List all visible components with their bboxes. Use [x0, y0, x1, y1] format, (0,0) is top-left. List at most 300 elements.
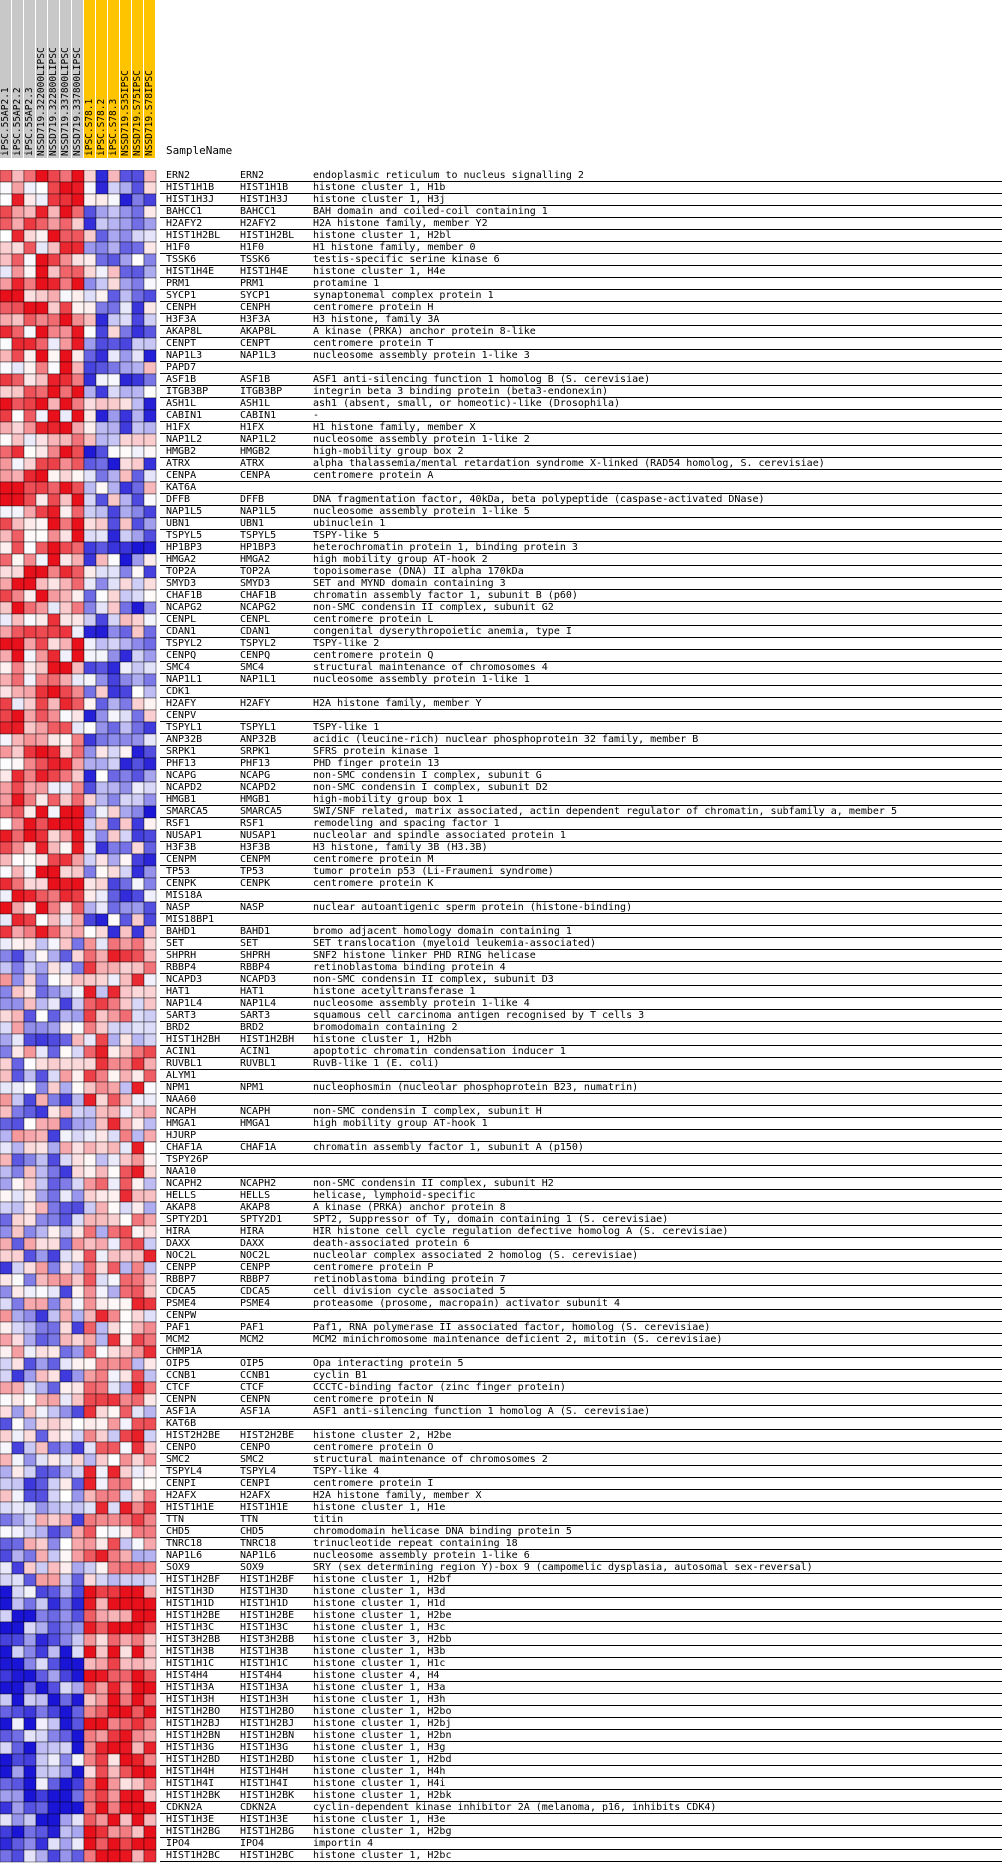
heatmap-cell [36, 458, 48, 470]
table-row [160, 1262, 1002, 1274]
heatmap-cell [60, 338, 72, 350]
heatmap-cell [132, 1274, 144, 1286]
heatmap-cell [48, 494, 60, 506]
heatmap-cell [144, 1814, 156, 1826]
heatmap-cell [120, 1730, 132, 1742]
heatmap-cell [12, 1622, 24, 1634]
gene-id: NCAPH2 [166, 1178, 203, 1189]
heatmap-cell [84, 1670, 96, 1682]
gene-description: histone cluster 1, H2be [313, 1610, 452, 1621]
heatmap-cell [36, 1598, 48, 1610]
heatmap-cell [132, 1526, 144, 1538]
heatmap-cell [36, 1394, 48, 1406]
heatmap-cell [108, 266, 120, 278]
gene-id: UBN1 [166, 518, 191, 529]
gene-symbol: HIST2H2BE [240, 1430, 295, 1441]
heatmap-cell [132, 998, 144, 1010]
gene-description: cell division cycle associated 5 [313, 1286, 506, 1297]
heatmap-cell [60, 1034, 72, 1046]
heatmap-cell [48, 350, 60, 362]
heatmap-cell [0, 1118, 12, 1130]
heatmap-cell [48, 1298, 60, 1310]
heatmap-cell [84, 1802, 96, 1814]
heatmap-cell [12, 698, 24, 710]
heatmap-cell [12, 590, 24, 602]
heatmap-cell [84, 770, 96, 782]
heatmap-cell [96, 1502, 108, 1514]
heatmap-cell [132, 194, 144, 206]
heatmap-cell [72, 890, 84, 902]
heatmap-cell [24, 1382, 36, 1394]
heatmap-cell [24, 170, 36, 182]
heatmap-cell [84, 674, 96, 686]
heatmap-cell [24, 710, 36, 722]
heatmap-cell [0, 1214, 12, 1226]
gene-id: RBBP4 [166, 962, 197, 973]
heatmap-cell [84, 1682, 96, 1694]
gene-id: MIS18BP1 [166, 914, 215, 925]
heatmap-cell [12, 1070, 24, 1082]
heatmap-cell [24, 1298, 36, 1310]
gene-description: histone cluster 1, H2bd [313, 1754, 452, 1765]
heatmap-cell [84, 494, 96, 506]
heatmap-cell [72, 1430, 84, 1442]
gene-description: centromere protein M [313, 854, 434, 865]
heatmap-cell [120, 374, 132, 386]
heatmap-cell [108, 1502, 120, 1514]
heatmap-cell [36, 1682, 48, 1694]
table-row [160, 1646, 1002, 1658]
gene-id: HMGA2 [166, 554, 197, 565]
heatmap-cell [144, 386, 156, 398]
gene-description: SET and MYND domain containing 3 [313, 578, 506, 589]
table-row [160, 434, 1002, 446]
heatmap-cell [72, 1238, 84, 1250]
heatmap-cell [24, 818, 36, 830]
heatmap-cell [132, 290, 144, 302]
heatmap-cell [144, 290, 156, 302]
heatmap-cell [48, 590, 60, 602]
heatmap-cell [72, 1850, 84, 1862]
heatmap-cell [12, 1838, 24, 1850]
heatmap-cell [96, 422, 108, 434]
heatmap-cell [144, 590, 156, 602]
heatmap-cell [84, 1466, 96, 1478]
gene-symbol: NAP1L3 [240, 350, 277, 361]
heatmap-cell [48, 482, 60, 494]
heatmap-cell [96, 254, 108, 266]
heatmap-cell [84, 338, 96, 350]
heatmap-cell [84, 1706, 96, 1718]
gene-description: histone cluster 1, H1d [313, 1598, 446, 1609]
table-row [160, 1190, 1002, 1202]
heatmap-cell [0, 530, 12, 542]
heatmap-cell [0, 1694, 12, 1706]
heatmap-cell [132, 446, 144, 458]
heatmap-cell [60, 326, 72, 338]
table-row [160, 242, 1002, 254]
heatmap-cell [144, 398, 156, 410]
gene-description: BAH domain and coiled-coil containing 1 [313, 206, 548, 217]
heatmap-cell [144, 1190, 156, 1202]
heatmap-cell [96, 302, 108, 314]
heatmap-cell [48, 1682, 60, 1694]
heatmap-cell [96, 1250, 108, 1262]
heatmap-cell [12, 1814, 24, 1826]
heatmap-cell [60, 242, 72, 254]
heatmap-cell [84, 458, 96, 470]
heatmap-cell [0, 386, 12, 398]
heatmap-cell [36, 506, 48, 518]
heatmap-cell [72, 1214, 84, 1226]
heatmap-cell [0, 1622, 12, 1634]
gene-id: SRPK1 [166, 746, 197, 757]
table-row [160, 1490, 1002, 1502]
heatmap-cell [144, 1106, 156, 1118]
heatmap-cell [48, 914, 60, 926]
heatmap-cell [132, 1718, 144, 1730]
table-row [160, 518, 1002, 530]
heatmap-cell [120, 1766, 132, 1778]
heatmap-cell [60, 1298, 72, 1310]
table-row [160, 1658, 1002, 1670]
heatmap-cell [48, 1670, 60, 1682]
heatmap-cell [144, 1286, 156, 1298]
heatmap-cell [144, 230, 156, 242]
heatmap-cell [84, 350, 96, 362]
gene-symbol: AKAP8 [240, 1202, 271, 1213]
table-row [160, 818, 1002, 830]
heatmap-cell [24, 1346, 36, 1358]
gene-id: HIST1H2BE [166, 1610, 221, 1621]
heatmap-cell [60, 1106, 72, 1118]
heatmap-cell [132, 1406, 144, 1418]
heatmap-cell [48, 1358, 60, 1370]
gene-symbol: NCAPG2 [240, 602, 277, 613]
heatmap-cell [24, 794, 36, 806]
heatmap-cell [84, 1226, 96, 1238]
gene-id: SMC2 [166, 1454, 191, 1465]
heatmap-cell [60, 758, 72, 770]
heatmap-cell [84, 1298, 96, 1310]
heatmap-cell [60, 962, 72, 974]
heatmap-cell [108, 1526, 120, 1538]
heatmap-cell [144, 434, 156, 446]
heatmap-cell [36, 470, 48, 482]
heatmap-cell [120, 1214, 132, 1226]
table-row [160, 674, 1002, 686]
heatmap-cell [12, 326, 24, 338]
heatmap-cell [72, 1358, 84, 1370]
table-row [160, 782, 1002, 794]
heatmap-cell [24, 1250, 36, 1262]
heatmap-cell [144, 1094, 156, 1106]
table-row [160, 1358, 1002, 1370]
heatmap-cell [0, 1574, 12, 1586]
heatmap-cell [96, 590, 108, 602]
heatmap-cell [36, 1526, 48, 1538]
heatmap-cell [108, 1442, 120, 1454]
heatmap-cell [144, 1370, 156, 1382]
heatmap-cell [36, 1406, 48, 1418]
gene-description: non-SMC condensin II complex, subunit H2 [313, 1178, 554, 1189]
heatmap-cell [24, 1838, 36, 1850]
heatmap-cell [96, 1706, 108, 1718]
heatmap-cell [120, 1418, 132, 1430]
heatmap-cell [120, 194, 132, 206]
heatmap-cell [84, 1274, 96, 1286]
heatmap-cell [60, 374, 72, 386]
heatmap-cell [0, 818, 12, 830]
gene-description: histone cluster 1, H2bh [313, 1034, 452, 1045]
heatmap-cell [144, 218, 156, 230]
heatmap-cell [48, 1190, 60, 1202]
heatmap-cell [12, 1454, 24, 1466]
heatmap-cell [48, 1646, 60, 1658]
heatmap-cell [144, 206, 156, 218]
heatmap-cell [24, 1826, 36, 1838]
gene-description: death-associated protein 6 [313, 1238, 470, 1249]
heatmap-cell [108, 926, 120, 938]
heatmap-cell [132, 470, 144, 482]
heatmap-cell [72, 1778, 84, 1790]
heatmap-cell [36, 194, 48, 206]
gene-id: HIST1H4I [166, 1778, 215, 1789]
heatmap-cell [144, 902, 156, 914]
heatmap-cell [48, 1202, 60, 1214]
heatmap-cell [48, 1046, 60, 1058]
heatmap-cell [36, 398, 48, 410]
heatmap-cell [144, 770, 156, 782]
heatmap-cell [132, 1706, 144, 1718]
heatmap-cell [48, 374, 60, 386]
heatmap-cell [132, 1130, 144, 1142]
heatmap-cell [24, 1706, 36, 1718]
gene-description: chromatin assembly factor 1, subunit B (p60) [313, 590, 578, 601]
table-row [160, 1046, 1002, 1058]
table-row [160, 1382, 1002, 1394]
gene-id: TSPYL4 [166, 1466, 203, 1477]
heatmap-cell [144, 1850, 156, 1862]
heatmap-cell [60, 1250, 72, 1262]
heatmap-cell [132, 1790, 144, 1802]
heatmap-cell [48, 1034, 60, 1046]
table-row [160, 974, 1002, 986]
heatmap-cell [132, 1154, 144, 1166]
heatmap-cell [24, 182, 36, 194]
heatmap-cell [132, 698, 144, 710]
heatmap-cell [144, 1838, 156, 1850]
heatmap-cell [36, 1094, 48, 1106]
heatmap-cell [132, 230, 144, 242]
heatmap-cell [108, 962, 120, 974]
heatmap-cell [84, 962, 96, 974]
sample-label: NSSD719.S75IPSC [132, 70, 143, 156]
gene-description: non-SMC condensin II complex, subunit G2 [313, 602, 554, 613]
heatmap-cell [36, 1646, 48, 1658]
gene-id: SPTY2D1 [166, 1214, 209, 1225]
heatmap-cell [120, 266, 132, 278]
heatmap-cell [84, 386, 96, 398]
heatmap-cell [36, 866, 48, 878]
gene-id: KAT6B [166, 1418, 197, 1429]
heatmap-cell [120, 1178, 132, 1190]
heatmap-cell [24, 890, 36, 902]
heatmap-cell [84, 1598, 96, 1610]
heatmap-cell [48, 794, 60, 806]
heatmap-cell [0, 338, 12, 350]
heatmap-cell [48, 734, 60, 746]
heatmap-cell [60, 638, 72, 650]
heatmap-cell [48, 950, 60, 962]
heatmap-cell [12, 998, 24, 1010]
heatmap-cell [72, 194, 84, 206]
table-row [160, 1802, 1002, 1814]
heatmap-cell [60, 602, 72, 614]
heatmap-cell [72, 1154, 84, 1166]
heatmap-cell [144, 806, 156, 818]
heatmap-cell [24, 1166, 36, 1178]
gene-description: centromere protein I [313, 1478, 434, 1489]
heatmap-cell [132, 578, 144, 590]
heatmap-cell [108, 1070, 120, 1082]
heatmap-cell [12, 806, 24, 818]
heatmap-cell [132, 1442, 144, 1454]
heatmap-cell [120, 362, 132, 374]
gene-description: SPT2, Suppressor of Ty, domain containing 1 (S. cerevisiae) [313, 1214, 669, 1225]
gene-id: CENPA [166, 470, 197, 481]
heatmap-cell [60, 818, 72, 830]
heatmap-cell [12, 1406, 24, 1418]
table-row [160, 1370, 1002, 1382]
heatmap-cell [12, 1478, 24, 1490]
heatmap-cell [60, 1766, 72, 1778]
heatmap-cell [0, 1742, 12, 1754]
gene-id: CTCF [166, 1382, 191, 1393]
heatmap-cell [84, 854, 96, 866]
heatmap-cell [132, 1142, 144, 1154]
heatmap-cell [12, 1574, 24, 1586]
heatmap-cell [96, 1430, 108, 1442]
heatmap-cell [108, 1814, 120, 1826]
heatmap-cell [84, 1454, 96, 1466]
heatmap-cell [120, 1646, 132, 1658]
heatmap-cell [96, 1754, 108, 1766]
gene-id: ASH1L [166, 398, 197, 409]
table-row [160, 902, 1002, 914]
heatmap-cell [12, 710, 24, 722]
gene-symbol: CCNB1 [240, 1370, 271, 1381]
heatmap-cell [48, 206, 60, 218]
heatmap-cell [96, 1586, 108, 1598]
heatmap-cell [12, 1706, 24, 1718]
heatmap-cell [24, 578, 36, 590]
heatmap-cell [120, 554, 132, 566]
heatmap-cell [24, 1442, 36, 1454]
gene-description: - [313, 410, 320, 421]
heatmap-cell [120, 1778, 132, 1790]
heatmap-cell [0, 194, 12, 206]
heatmap-cell [132, 1022, 144, 1034]
heatmap-cell [60, 938, 72, 950]
table-row [160, 1454, 1002, 1466]
heatmap-cell [84, 662, 96, 674]
heatmap-cell [12, 338, 24, 350]
heatmap-cell [72, 1538, 84, 1550]
gene-description: histone cluster 1, H3h [313, 1694, 446, 1705]
heatmap-cell [48, 1082, 60, 1094]
sample-label: iPSC.55AP2.2 [12, 87, 23, 156]
gene-description: titin [313, 1514, 344, 1525]
heatmap-cell [60, 974, 72, 986]
heatmap-cell [12, 386, 24, 398]
heatmap-cell [96, 1838, 108, 1850]
gene-id: CDKN2A [166, 1802, 203, 1813]
gene-id: NCAPG [166, 770, 197, 781]
heatmap-cell [96, 1022, 108, 1034]
heatmap-cell [24, 1214, 36, 1226]
heatmap-cell [132, 770, 144, 782]
heatmap-cell [72, 1682, 84, 1694]
heatmap-cell [144, 1034, 156, 1046]
gene-symbol: HIST1H2BF [240, 1574, 295, 1585]
heatmap-cell [0, 1610, 12, 1622]
heatmap-cell [24, 302, 36, 314]
heatmap-cell [36, 446, 48, 458]
heatmap-cell [48, 1418, 60, 1430]
sample-label: NSSD719.337800LIPSC [72, 47, 83, 156]
heatmap-cell [24, 830, 36, 842]
gene-description: histone cluster 1, H2bf [313, 1574, 452, 1585]
gene-id: H1F0 [166, 242, 191, 253]
heatmap-cell [108, 794, 120, 806]
heatmap-cell [0, 734, 12, 746]
gene-id: NAP1L6 [166, 1550, 203, 1561]
heatmap-cell [120, 986, 132, 998]
heatmap-cell [108, 1166, 120, 1178]
gene-description: histone cluster 1, H4e [313, 266, 446, 277]
table-row [160, 1406, 1002, 1418]
heatmap-cell [24, 1358, 36, 1370]
heatmap-cell [144, 1574, 156, 1586]
heatmap-cell [36, 818, 48, 830]
heatmap-cell [24, 1778, 36, 1790]
heatmap-cell [144, 1454, 156, 1466]
heatmap-cell [84, 998, 96, 1010]
gene-description: endoplasmic reticulum to nucleus signalling 2 [313, 170, 584, 181]
heatmap-cell [120, 1670, 132, 1682]
heatmap-cell [72, 1034, 84, 1046]
heatmap-cell [60, 434, 72, 446]
heatmap-cell [132, 1454, 144, 1466]
heatmap-cell [120, 1742, 132, 1754]
table-row [160, 1094, 1002, 1106]
heatmap-cell [60, 1742, 72, 1754]
gene-id: HELLS [166, 1190, 197, 1201]
heatmap-cell [144, 1178, 156, 1190]
heatmap-cell [12, 650, 24, 662]
heatmap-cell [0, 1442, 12, 1454]
heatmap-cell [72, 1286, 84, 1298]
heatmap-cell [24, 686, 36, 698]
heatmap-cell [24, 1502, 36, 1514]
heatmap-cell [72, 566, 84, 578]
gene-symbol: HIST1H2BC [240, 1850, 295, 1861]
heatmap-cell [60, 1526, 72, 1538]
heatmap-cell [144, 962, 156, 974]
gene-symbol: H2AFY [240, 698, 271, 709]
heatmap-cell [132, 542, 144, 554]
